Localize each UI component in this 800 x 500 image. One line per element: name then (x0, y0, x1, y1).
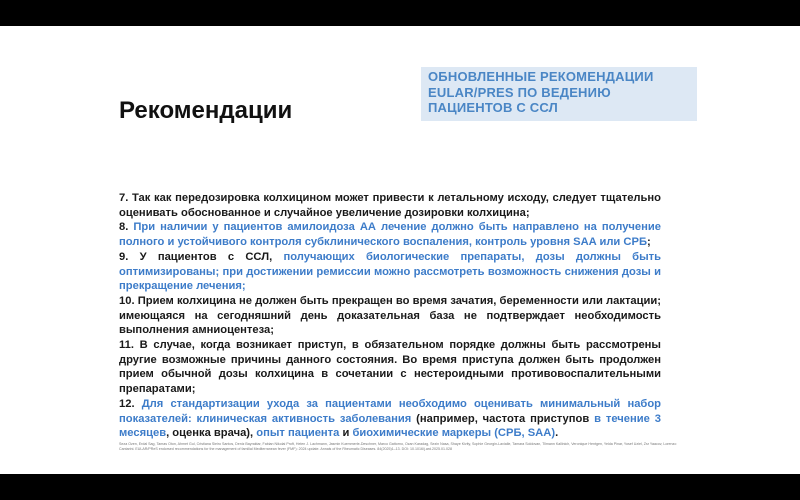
recommendation-12-end: . (555, 427, 559, 440)
recommendation-8-end: ; (647, 236, 651, 249)
slide (0, 26, 800, 474)
recommendation-12-highlight-4: биохимические маркеры (СРБ, SAA) (352, 427, 556, 440)
recommendation-12-number: 12. (119, 397, 142, 410)
recommendation-12 (119, 397, 661, 441)
recommendation-10 (119, 294, 661, 338)
recommendation-9 (119, 250, 661, 294)
recommendation-12-text-2: , оценка врача), (166, 427, 257, 440)
references: Seza Ozen, Erdal Sag, Tamas Oton, Ahmet Gul, Cristiana Sieiro Santos, Deniz Bayraktar, Fabian Nikolai Proft, Helen J. Lachmann, Jasmin Kuemmerle-Deschner, Marco Gattorno, Ozan Karadag, Sezin Nasa, Shaye Kivity, Sophie Georgin-Lavialle, Tamara Soldovan, Tilmann Kallinich, Veronique Hentgen, Yelda Pinar, Yosef Uziel, Zsr Yaacov, Lorenzo Cantarini. EULAR/PReS endorsed recommendations for the management of familial Mediterranean fever (FMF): 2024 update. Annals of the Rheumatic Diseases. 84(2025)1–13. DOI: 10.1016/j.ard.2025.01.028 (119, 442, 677, 451)
recommendation-12-highlight-3: опыт пациента (256, 427, 340, 440)
recommendation-12-highlight-2: в течение 3 месяцев (119, 412, 661, 440)
recommendation-12-highlight-1: Для стандартизации ухода за пациентами необходимо оценивать минимальный набор показателей: клиническая активность заболевания (119, 397, 661, 425)
banner-text: ОБНОВЛЕННЫЕ РЕКОМЕНДАЦИИ EULAR/PRES ПО ВЕДЕНИЮ ПАЦИЕНТОВ С ССЛ (428, 69, 654, 115)
slide-title: Рекомендации (119, 97, 293, 124)
recommendation-7-text: 7. Так как передозировка колхицином может привести к летальному исходу, следует тщательно оценивать обоснованное и случайное увеличение дозировки колхицина; (119, 192, 661, 219)
recommendation-11-text: 11. В случае, когда возникает приступ, в обязательном порядке должны быть рассмотрены другие возможные причины данного состояния. Во время приступа должен быть продолжен прием обычной дозы колхицина в сочетании с нестероидными противовоспалительными препаратами; (119, 339, 661, 396)
recommendation-8-number: 8. (119, 221, 134, 234)
recommendation-8-highlight: При наличии у пациентов амилоидоза АА лечение должно быть направлено на получение полного и устойчивого контроля субклинического воспаления, контроль уровня SAA или СРБ (119, 221, 661, 249)
recommendations-list (119, 191, 661, 441)
recommendation-9-highlight: получающих биологические препараты, дозы должны быть оптимизированы; при достижении ремиссии можно рассмотреть возможность снижения дозы и прекращение лечения; (119, 250, 661, 293)
recommendation-10-text: 10. Прием колхицина не должен быть прекращен во время зачатия, беременности или лактации; имеющаяся на сегодняшний день доказательная база не подтверждает необходимость выполнения амниоцентеза; (119, 294, 661, 337)
recommendation-12-text-1: (например, частота приступов (411, 412, 595, 425)
recommendation-9-lead: 9. У пациентов с ССЛ, (119, 250, 284, 263)
recommendation-7 (119, 191, 661, 220)
recommendation-12-text-3: и (339, 427, 353, 440)
recommendation-11 (119, 338, 661, 397)
recommendation-8 (119, 220, 661, 249)
